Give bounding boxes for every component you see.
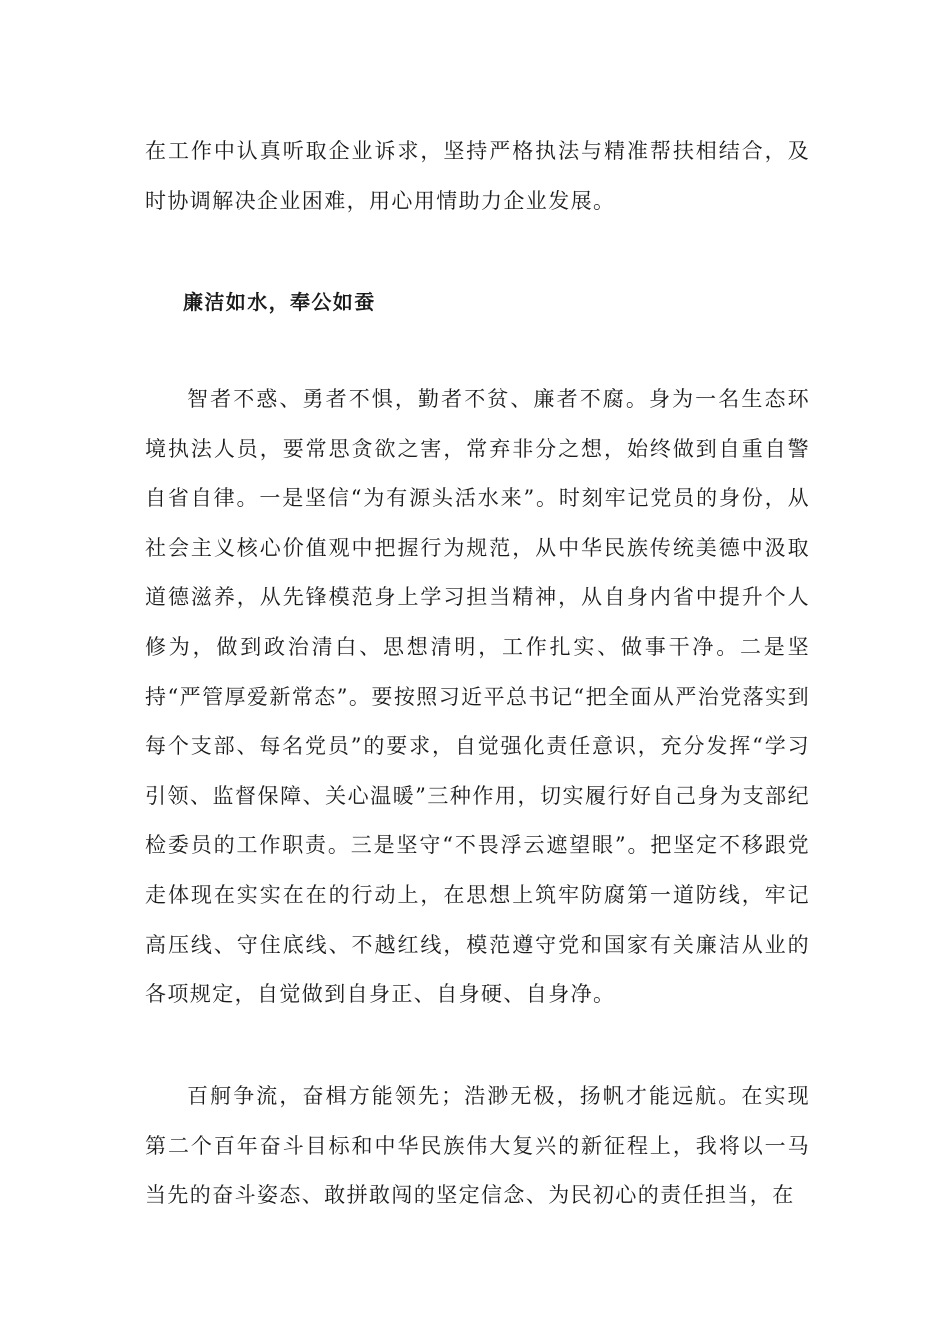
paragraph-continuation: 在工作中认真听取企业诉求，坚持严格执法与精准帮扶相结合，及时协调解决企业困难，用心用情助力企业发展。 — [145, 139, 810, 213]
paragraph-integrity: 智者不惑、勇者不惧，勤者不贫、廉者不腐。身为一名生态环境执法人员，要常思贪欲之害，常弃非分之想，始终做到自重自警自省自律。一是坚信“为有源头活水来”。时刻牢记党员的身份，从社会主义核心价值观中把握行为规范，从中华民族传统美德中汲取道德滋养，从先锋模范身上学习担当精神，从自身内省中提升个人修为，做到政治清白、思想清明，工作扎实、做事干净。二是坚持“严管厚爱新常态”。要按照习近平总书记“把全面从严治党落实到每个支部、每名党员”的要求，自觉强化责任意识，充分发挥“学习引领、监督保障、关心温暖”三种作用，切实履行好自己身为支部纪检委员的工作职责。三是坚守“不畏浮云遮望眼”。把坚定不移跟党走体现在实实在在的行动上，在思想上筑牢防腐第一道防线，牢记高压线、守住底线、不越红线，模范遵守党和国家有关廉洁从业的各项规定，自觉做到自身正、自身硬、自身净。 — [145, 387, 810, 1007]
section-heading: 廉洁如水，奉公如蚕 — [183, 290, 376, 314]
paragraph-closing: 百舸争流，奋楫方能领先；浩渺无极，扬帆才能远航。在实现第二个百年奋斗目标和中华民族伟大复兴的新征程上，我将以一马当先的奋斗姿态、敢拼敢闯的坚定信念、为民初心的责任担当，在 — [145, 1084, 810, 1208]
